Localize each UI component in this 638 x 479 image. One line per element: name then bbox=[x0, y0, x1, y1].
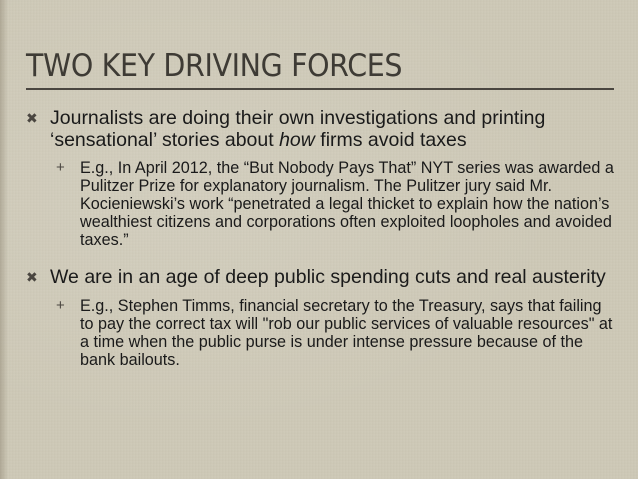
bullet-text-emphasis: how bbox=[279, 128, 315, 151]
bullet-item-journalists bbox=[0, 108, 638, 249]
bullet-text-post: firms avoid taxes bbox=[314, 128, 467, 151]
sub-bullet-text: E.g., In April 2012, the “But Nobody Pays That” NYT series was awarded a Pulitzer Prize for explanatory journalism. The Pulitzer jury said Mr. Kocieniewski’s work “penetrated a legal thicket to explain how the nation’s wealthiest citizens and corporations often exploited loopholes and avoided taxes.” bbox=[80, 159, 614, 249]
sub-bullet-text: E.g., Stephen Timms, financial secretary to the Treasury, says that failing to pay the correct tax will "rob our public services of valuable resources" at a time when the public purse is under intense pressure because of the bank bailouts. bbox=[80, 296, 613, 369]
sub-bullet-list bbox=[50, 159, 618, 249]
plus-bullet-icon: + bbox=[56, 296, 65, 314]
title-underline bbox=[26, 88, 614, 90]
x-mark-bullet-icon: ✖ bbox=[26, 110, 38, 126]
x-mark-bullet-icon: ✖ bbox=[26, 269, 38, 285]
bullet-text: We are in an age of deep public spending cuts and real austerity bbox=[50, 266, 606, 288]
sub-bullet-list bbox=[50, 297, 618, 369]
bullet-text-pre: Journalists are doing their own investigations and printing ‘sensational’ stories about bbox=[50, 107, 546, 151]
bullet-list bbox=[0, 108, 638, 377]
slide-title: TWO KEY DRIVING FORCES bbox=[26, 48, 403, 84]
bullet-item-austerity bbox=[0, 267, 638, 369]
sub-bullet-timms bbox=[50, 297, 618, 369]
sub-bullet-pulitzer bbox=[50, 159, 618, 249]
plus-bullet-icon: + bbox=[56, 159, 65, 176]
